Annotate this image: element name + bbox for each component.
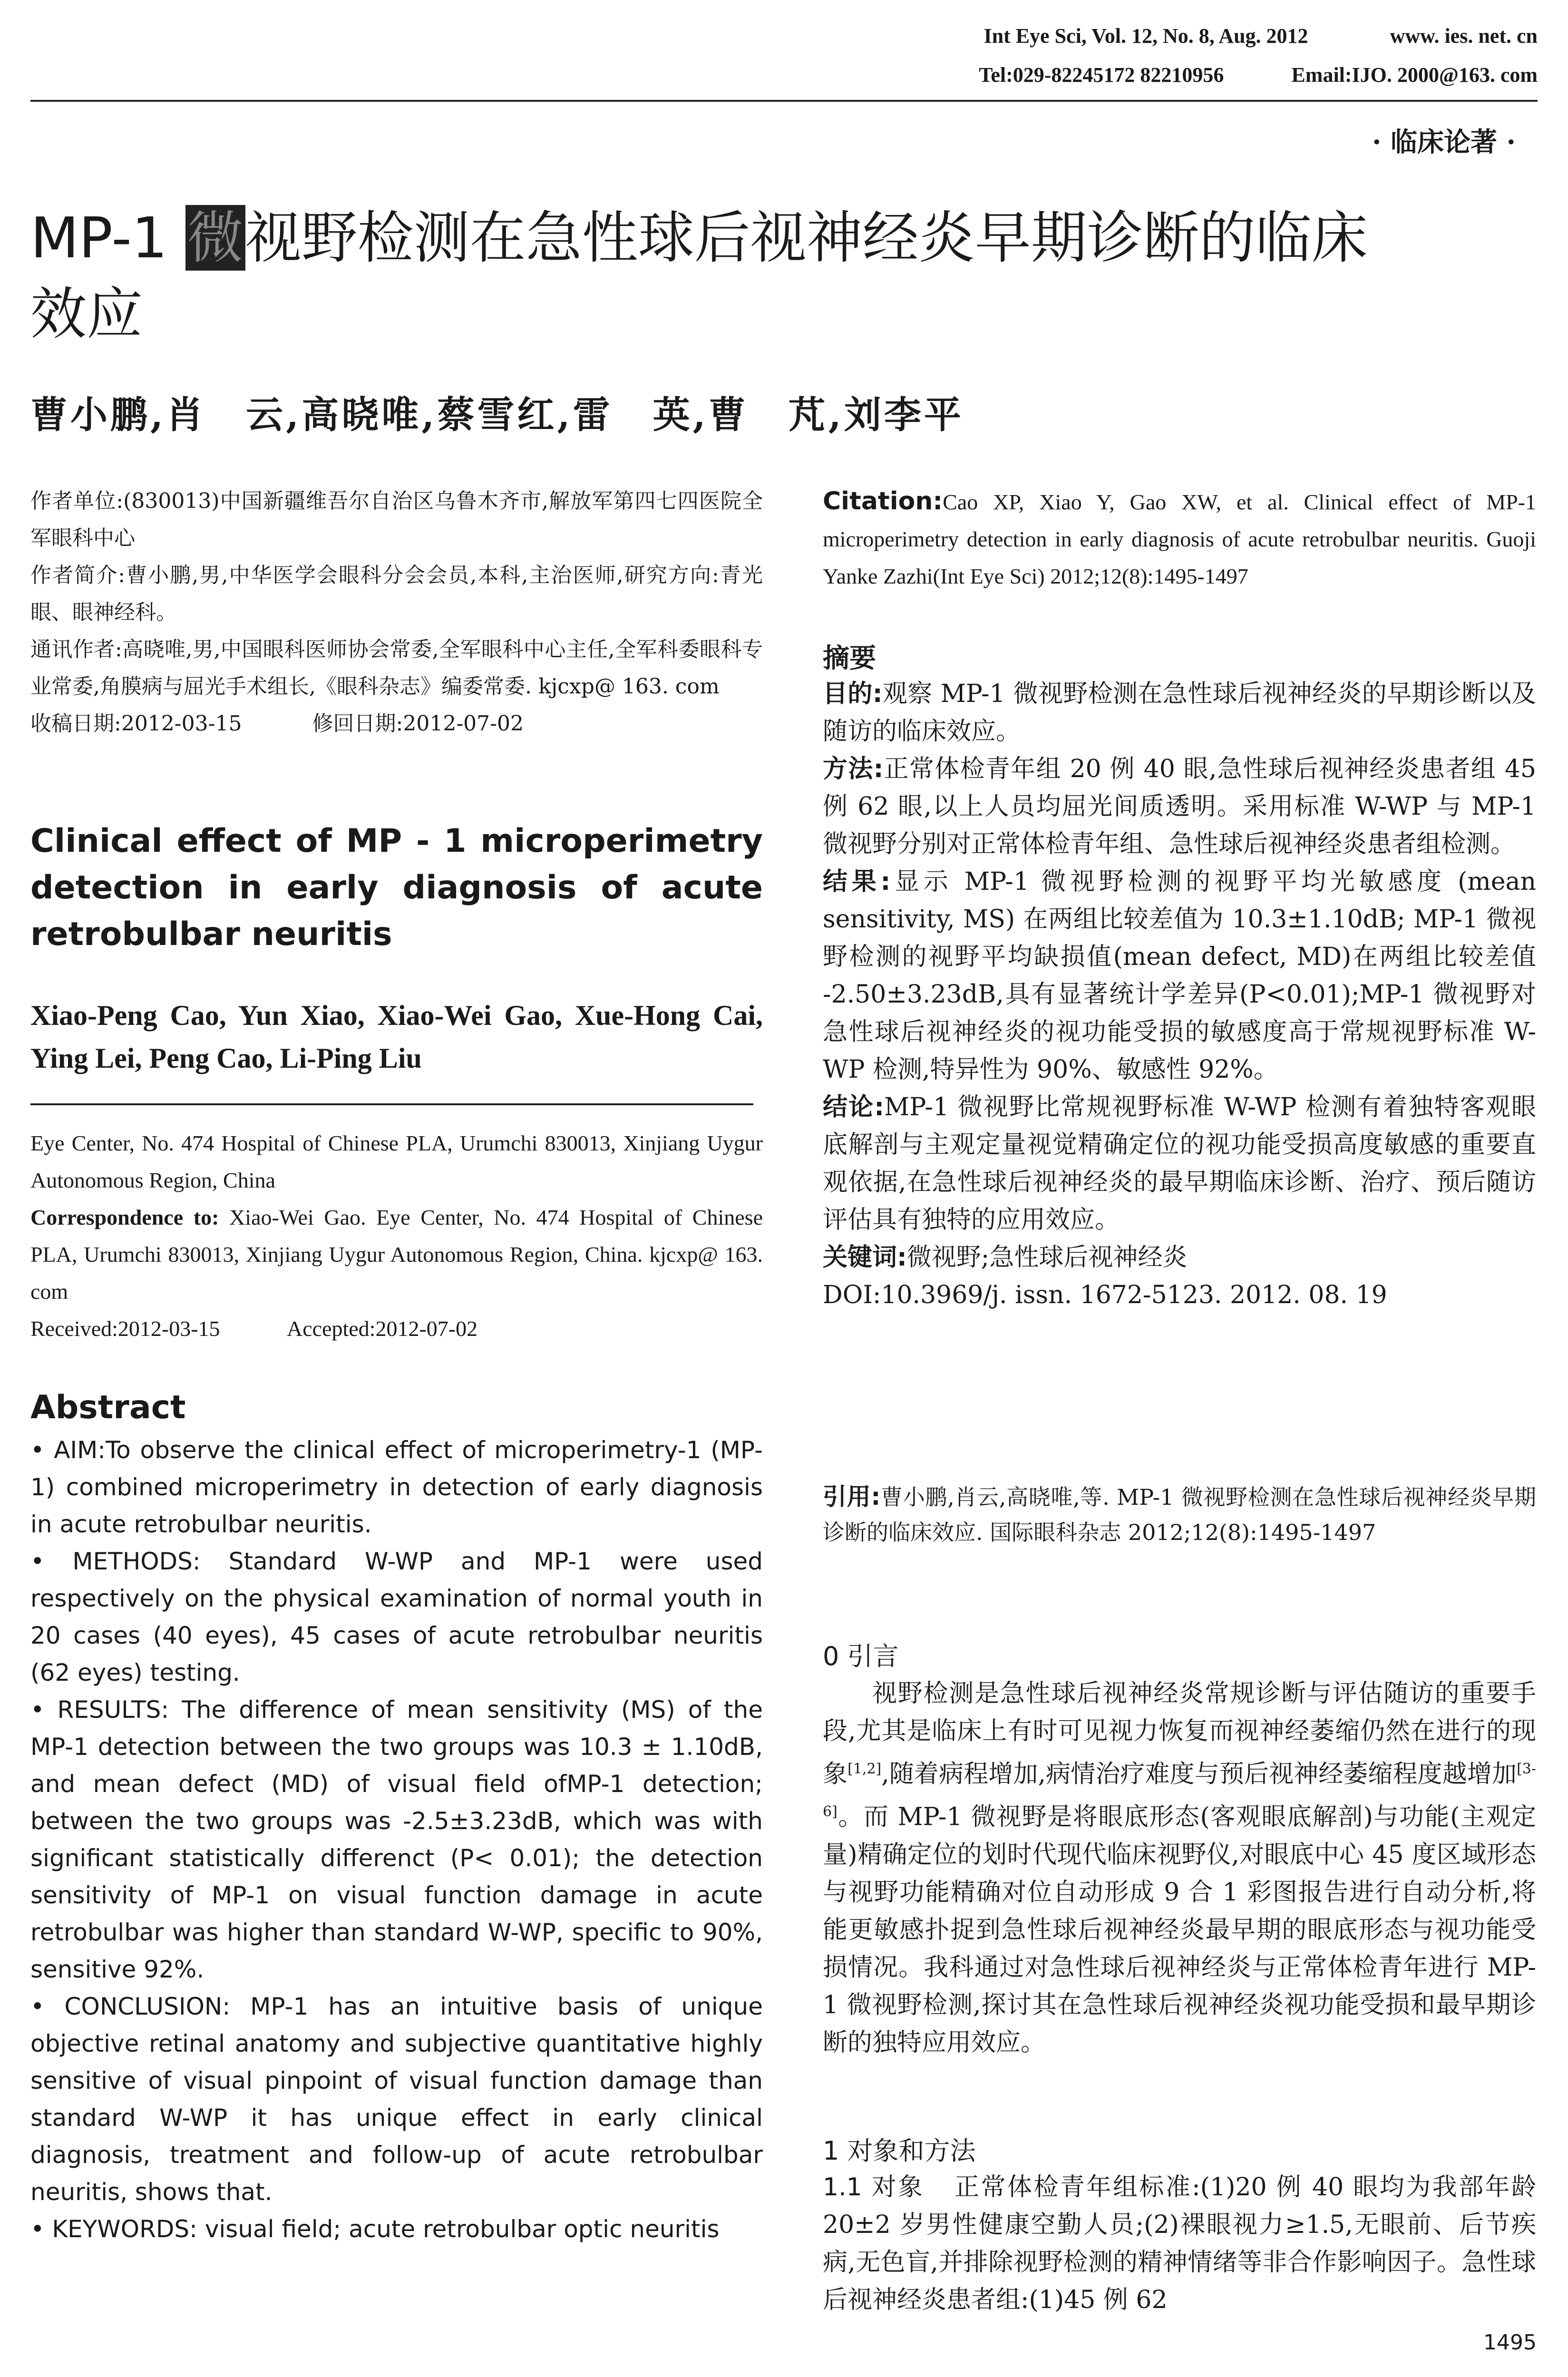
cn-conclusion-label: 结论: <box>823 1093 885 1121</box>
english-authors: Xiao-Peng Cao, Yun Xiao, Xiao-Wei Gao, Xue-Hong Cai, Ying Lei, Peng Cao, Li-Ping Liu <box>30 1000 763 1074</box>
journal-email: Email:IJO. 2000@163. com <box>1291 63 1538 87</box>
title-line1: 视野检测在急性球后视神经炎早期诊断的临床 <box>245 205 1368 271</box>
cn-results-label: 结果: <box>823 867 891 896</box>
cn-conclusion: MP-1 微视野比常规视野标准 W-WP 检测有着独特客观眼底解剖与主观定量视觉精确定位的视功能受损高度敏感的重要直观依据,在急性球后视神经炎的最早期临床诊断、治疗、预后随访评估具有独特的应用效应。 <box>823 1093 1537 1234</box>
affil-rule <box>30 1103 753 1105</box>
abstract-cn <box>823 675 1536 1314</box>
received-date: 收稿日期:2012-03-15 <box>30 711 242 736</box>
title-highlight: 微 <box>185 205 245 271</box>
bio-label: 作者简介: <box>30 563 126 587</box>
affil-corr-label: Correspondence to: <box>30 1205 219 1229</box>
methods-heading: 1 对象和方法 <box>823 2136 976 2166</box>
affil-received: Received:2012-03-15 <box>30 1316 220 1341</box>
cn-doi: DOI:10.3969/j. issn. 1672-5123. 2012. 08. 19 <box>823 1281 1387 1309</box>
citation-block <box>823 483 1536 595</box>
bio-text: 曹小鹏,男,中华医学会眼科分会会员,本科,主治医师,研究方向:青光眼、眼神经科。 <box>30 563 763 624</box>
abstract-keywords: • KEYWORDS: visual field; acute retrobulbar optic neuritis <box>30 2215 720 2243</box>
corr-text: 高晓唯,男,中国眼科医师协会常委,全军眼科中心主任,全军科委眼科专业常委,角膜病与屈光手术组长,《眼科杂志》编委常委. kjcxp@ 163. com <box>30 637 763 699</box>
authors-cn: 曹小鹏,肖 云,高晓唯,蔡雪红,雷 英,曹 芃,刘李平 <box>30 393 964 437</box>
page-title <box>30 200 1543 276</box>
english-title: Clinical effect of MP - 1 microperimetry detection in early diagnosis of acute retrobulbar neuritis <box>30 822 763 953</box>
cite-cn-text: 曹小鹏,肖云,高晓唯,等. MP-1 微视野检测在急性球后视神经炎早期诊断的临床效应. 国际眼科杂志 2012;12(8):1495-1497 <box>823 1484 1537 1545</box>
intro-heading: 0 引言 <box>823 1641 899 1671</box>
abstract-results: • RESULTS: The difference of mean sensitivity (MS) of the MP-1 detection between the two groups was 10.3 ± 1.10dB, and mean defect (MD) of visual field ofMP-1 detection; between the two groups was -2.5±3.23dB, which was with significant statistically differenct (P< 0.01); the detection sensitivity of MP-1 on visual function damage in acute retrobulbar was higher than standard W-WP, specific to 90%, sensitive 92%. <box>30 1696 763 1983</box>
affil-accepted: Accepted:2012-07-02 <box>287 1316 478 1341</box>
author-info <box>30 483 763 742</box>
intro-ref2: [3-6] <box>823 1761 1536 1821</box>
unit-label: 作者单位: <box>30 489 124 513</box>
intro-p1c: 。而 MP-1 微视野是将眼底形态(客观眼底解剖)与功能(主观定量)精确定位的划时代现代临床视野仪,对眼底中心 45 度区域形态与视野功能精确对位自动形成 9 合 1 彩图报告进行自动分析,将能更敏感扑捉到急性球后视神经炎最早期的眼底形态与视功能受损情况。我科通过对急性球后视神经炎与正常体检青年进行 MP-1 微视野检测,探讨其在急性球后视神经炎视功能受损和最早期诊断的独特应用效应。 <box>823 1802 1536 2057</box>
abstract-aim: • AIM:To observe the clinical effect of microperimetry-1 (MP-1) combined microperimetry in detection of early diagnosis in acute retrobulbar neuritis. <box>30 1436 763 1538</box>
journal-website: www. ies. net. cn <box>1390 24 1538 48</box>
cite-cn <box>823 1479 1536 1550</box>
abstract-methods: • METHODS: Standard W-WP and MP-1 were used respectively on the physical examination of normal youth in 20 cases (40 eyes), 45 cases of acute retrobulbar neuritis (62 eyes) testing. <box>30 1548 763 1686</box>
methods-subheading: 1.1 对象 <box>823 2173 925 2202</box>
journal-header-line1 <box>984 24 1538 48</box>
title-line2: 效应 <box>30 281 143 347</box>
cn-methods-label: 方法: <box>823 755 884 783</box>
header-rule <box>30 100 1538 102</box>
methods-text: 正常体检青年组标准:(1)20 例 40 眼均为我部年龄 20±2 岁男性健康空勤人员;(2)裸眼视力≥1.5,无眼前、后节疾病,无色盲,并排除视野检测的精神情绪等非合作影响因子。急性球后视神经炎患者组:(1)45 例 62 <box>823 2173 1536 2314</box>
abstract-en <box>30 1432 763 2248</box>
page-number: 1495 <box>1483 2330 1537 2355</box>
cn-results: 显示 MP-1 微视野检测的视野平均光敏感度 (mean sensitivity, MS) 在两组比较差值为 10.3±1.10dB; MP-1 微视野检测的视野平均缺损值(mean defect, MD)在两组比较差值 -2.50±3.23dB,具有显著统计学差异(P<0.01);MP-1 微视野对急性球后视神经炎的视功能受损的敏感度高于常规视野标准 W-WP 检测,特异性为 90%、敏感性 92%。 <box>823 867 1537 1084</box>
intro-p1b: ,随着病程增加,病情治疗难度与预后视神经萎缩程度越增加 <box>881 1760 1517 1789</box>
citation-text: Cao XP, Xiao Y, Gao XW, et al. Clinical effect of MP-1 microperimetry detection in early diagnosis of acute retrobulbar neuritis. Guoji Yanke Zazhi(Int Eye Sci) 2012;12(8):1495-1497 <box>823 490 1536 588</box>
abstract-cn-heading: 摘要 <box>823 643 876 674</box>
affil-corr: Xiao-Wei Gao. Eye Center, No. 474 Hospital of Chinese PLA, Urumchi 830013, Xinjiang Uygur Autonomous Region, China. kjcxp@ 163. com <box>30 1205 763 1304</box>
cn-keywords-label: 关键词: <box>823 1243 907 1272</box>
cn-aim: 观察 MP-1 微视野检测在急性球后视神经炎的早期诊断以及随访的临床效应。 <box>823 680 1536 746</box>
cn-methods: 正常体检青年组 20 例 40 眼,急性球后视神经炎患者组 45 例 62 眼,以上人员均屈光间质透明。采用标准 W-WP 与 MP-1 微视野分别对正常体检青年组、急性球后视神经炎患者组检测。 <box>823 755 1536 858</box>
cn-keywords: 微视野;急性球后视神经炎 <box>906 1243 1188 1272</box>
affil-center: Eye Center, No. 474 Hospital of Chinese PLA, Urumchi 830013, Xinjiang Uygur Autonomous Region, China <box>30 1131 763 1192</box>
cite-cn-label: 引用: <box>823 1483 881 1510</box>
journal-citation: Int Eye Sci, Vol. 12, No. 8, Aug. 2012 <box>984 24 1308 48</box>
abstract-conclusion: • CONCLUSION: MP-1 has an intuitive basis of unique objective retinal anatomy and subjective quantitative highly sensitive of visual pinpoint of visual function damage than standard W-WP it has unique effect in early clinical diagnosis, treatment and follow-up of acute retrobulbar neuritis, shows that. <box>30 1993 763 2206</box>
title-prefix: MP-1 <box>30 205 168 271</box>
unit-text: (830013)中国新疆维吾尔自治区乌鲁木齐市,解放军第四七四医院全军眼科中心 <box>30 489 763 550</box>
intro-ref1: [1,2] <box>847 1761 882 1777</box>
abstract-heading: Abstract <box>30 1389 186 1426</box>
journal-header-line2 <box>979 63 1538 87</box>
revised-date: 修回日期:2012-07-02 <box>312 711 524 736</box>
section-label: · 临床论著 · <box>1372 127 1516 158</box>
journal-tel: Tel:029-82245172 82210956 <box>979 63 1224 87</box>
corr-label: 通讯作者: <box>30 637 122 662</box>
citation-label: Citation: <box>823 487 943 516</box>
english-affiliation <box>30 1125 763 1347</box>
intro-p1a: 视野检测是急性球后视神经炎常规诊断与评估随访的重要手段,尤其是临床上有时可见视力恢复而视神经萎缩仍然在进行的现象 <box>823 1679 1536 1789</box>
intro-paragraph <box>823 1675 1536 2062</box>
methods-paragraph <box>823 2169 1536 2319</box>
cn-aim-label: 目的: <box>823 680 883 708</box>
